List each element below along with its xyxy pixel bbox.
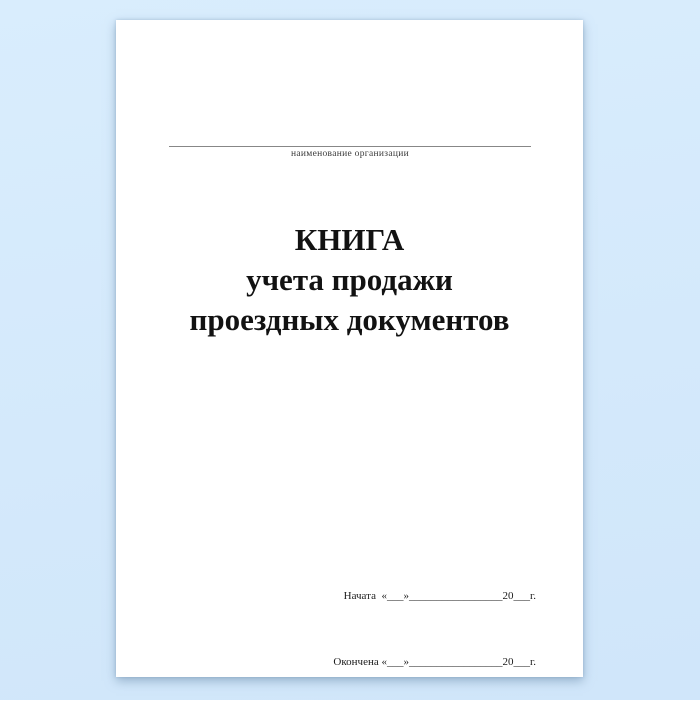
organization-label: наименование организации	[291, 149, 409, 159]
title-line-3: проездных документов	[189, 302, 510, 337]
title-line-2: учета продажи	[246, 262, 453, 297]
date-started-row: Начата «___»_________________20___г.	[343, 590, 536, 602]
dates-block	[333, 541, 536, 717]
title-line-1: КНИГА	[294, 222, 405, 257]
date-finished-row: Окончена «___»_________________20___г.	[333, 656, 536, 668]
document-cover-page	[116, 20, 583, 677]
organization-blank-line	[169, 146, 531, 147]
organization-name-field	[169, 146, 531, 159]
document-title	[116, 220, 583, 340]
